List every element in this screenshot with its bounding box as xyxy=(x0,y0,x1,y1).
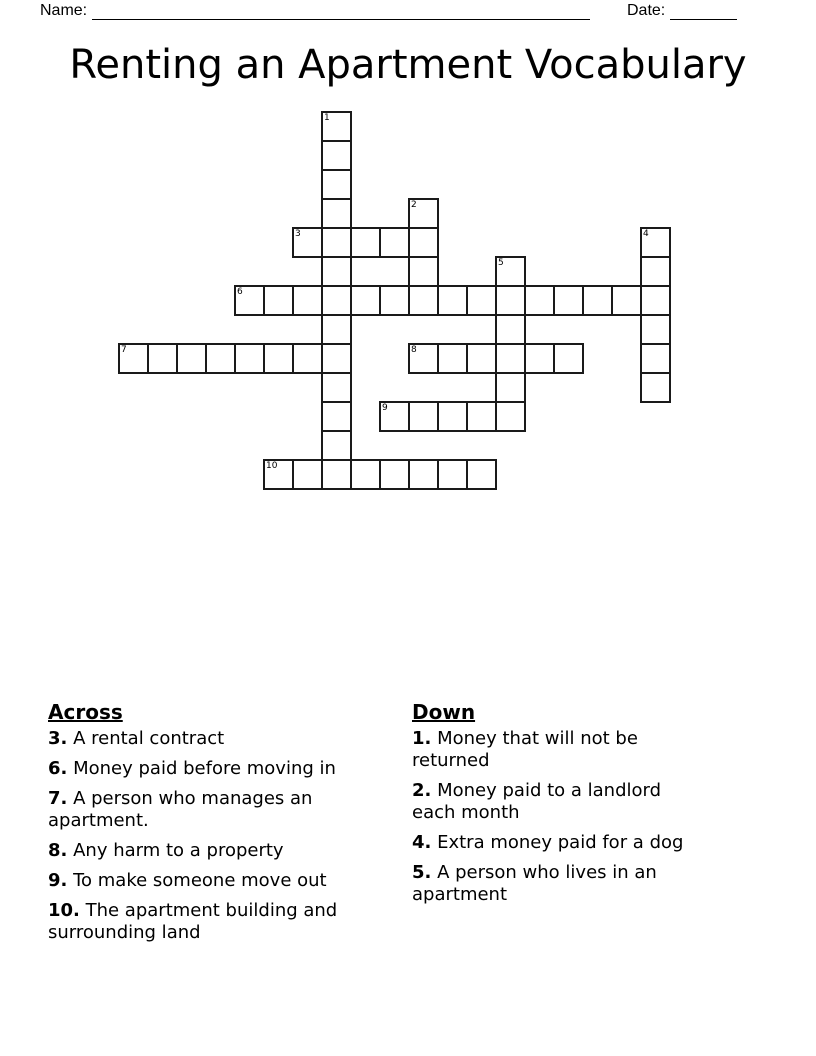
crossword-cell xyxy=(205,343,236,374)
crossword-cell xyxy=(379,459,410,490)
clue-down-5: 5. A person who lives in an apartment xyxy=(412,862,657,905)
page-title: Renting an Apartment Vocabulary xyxy=(69,42,747,88)
crossword-cell xyxy=(466,401,497,432)
crossword-cell xyxy=(437,459,468,490)
crossword-cell xyxy=(321,140,352,171)
clue-number: 4. xyxy=(412,832,432,853)
crossword-cell xyxy=(408,401,439,432)
crossword-cell xyxy=(147,343,178,374)
crossword-cell xyxy=(553,343,584,374)
crossword-cell xyxy=(640,285,671,316)
date-field xyxy=(627,2,737,20)
clue-across-6: 6. Money paid before moving in xyxy=(48,758,336,779)
crossword-clue-number: 5 xyxy=(498,258,504,268)
crossword-cell xyxy=(640,314,671,345)
crossword-cell xyxy=(495,285,526,316)
crossword-clue-number: 10 xyxy=(266,461,278,471)
crossword-cell xyxy=(466,459,497,490)
clue-list-across xyxy=(48,728,380,944)
crossword-cell xyxy=(466,285,497,316)
crossword-cell xyxy=(640,343,671,374)
clue-number: 3. xyxy=(48,728,68,749)
crossword-cell xyxy=(292,343,323,374)
clue-number: 9. xyxy=(48,870,68,891)
clue-down-4: 4. Extra money paid for a dog xyxy=(412,832,684,853)
down-heading: Down xyxy=(412,700,476,724)
crossword-clue-number: 2 xyxy=(411,200,417,210)
crossword-cell xyxy=(553,285,584,316)
clue-down-2: 2. Money paid to a landlord each month xyxy=(412,780,662,823)
crossword-cell xyxy=(437,285,468,316)
crossword-cell xyxy=(263,343,294,374)
crossword-cell xyxy=(292,285,323,316)
clue-number: 6. xyxy=(48,758,68,779)
across-clues-section xyxy=(48,700,380,952)
crossword-cell xyxy=(466,343,497,374)
crossword-cell xyxy=(321,401,352,432)
crossword-cell xyxy=(437,343,468,374)
crossword-cell xyxy=(321,285,352,316)
clue-number: 2. xyxy=(412,780,432,801)
name-blank-line xyxy=(92,4,590,20)
crossword-cell xyxy=(379,285,410,316)
crossword-cell xyxy=(408,459,439,490)
crossword-cell xyxy=(350,459,381,490)
crossword-clue-number: 3 xyxy=(295,229,301,239)
clue-number: 10. xyxy=(48,900,80,921)
crossword-cell xyxy=(321,198,352,229)
name-label: Name: xyxy=(40,2,88,19)
crossword-clue-number: 9 xyxy=(382,403,388,413)
crossword-cell xyxy=(321,169,352,200)
crossword-cell xyxy=(640,372,671,403)
clue-across-3: 3. A rental contract xyxy=(48,728,225,749)
crossword-cell xyxy=(176,343,207,374)
crossword-cell xyxy=(495,314,526,345)
crossword-cell xyxy=(611,285,642,316)
clue-number: 1. xyxy=(412,728,432,749)
crossword-cell xyxy=(495,343,526,374)
crossword-grid xyxy=(118,111,671,490)
crossword-cell xyxy=(321,343,352,374)
crossword-cell xyxy=(321,430,352,461)
name-field xyxy=(40,2,590,20)
crossword-cell xyxy=(408,285,439,316)
crossword-cell xyxy=(321,256,352,287)
crossword-cell xyxy=(321,459,352,490)
down-clues-section xyxy=(412,700,702,914)
crossword-cell xyxy=(292,459,323,490)
crossword-cell xyxy=(408,256,439,287)
crossword-clue-number: 8 xyxy=(411,345,417,355)
crossword-clue-number: 4 xyxy=(643,229,649,239)
crossword-cell xyxy=(350,285,381,316)
crossword-cell xyxy=(379,227,410,258)
crossword-cell xyxy=(524,343,555,374)
crossword-clue-number: 7 xyxy=(121,345,127,355)
crossword-clue-number: 1 xyxy=(324,113,330,123)
crossword-cell xyxy=(263,285,294,316)
clue-list-down xyxy=(412,728,702,906)
clue-across-9: 9. To make someone move out xyxy=(48,870,327,891)
crossword-cell xyxy=(350,227,381,258)
crossword-cell xyxy=(234,343,265,374)
clue-number: 7. xyxy=(48,788,68,809)
crossword-clue-number: 6 xyxy=(237,287,243,297)
across-heading: Across xyxy=(48,700,123,724)
crossword-cell xyxy=(582,285,613,316)
crossword-cell xyxy=(640,256,671,287)
crossword-cell xyxy=(408,227,439,258)
crossword-cell xyxy=(321,314,352,345)
clue-across-10: 10. The apartment building and surrounding land xyxy=(48,900,338,943)
crossword-cell xyxy=(524,285,555,316)
crossword-cell xyxy=(495,372,526,403)
clue-number: 5. xyxy=(412,862,432,883)
clue-across-8: 8. Any harm to a property xyxy=(48,840,284,861)
clue-number: 8. xyxy=(48,840,68,861)
clue-down-1: 1. Money that will not be returned xyxy=(412,728,638,771)
clue-across-7: 7. A person who manages an apartment. xyxy=(48,788,313,831)
crossword-cell xyxy=(495,401,526,432)
date-label: Date: xyxy=(627,2,666,19)
crossword-cell xyxy=(321,372,352,403)
date-blank-line xyxy=(670,4,737,20)
crossword-cell xyxy=(437,401,468,432)
crossword-cell xyxy=(321,227,352,258)
